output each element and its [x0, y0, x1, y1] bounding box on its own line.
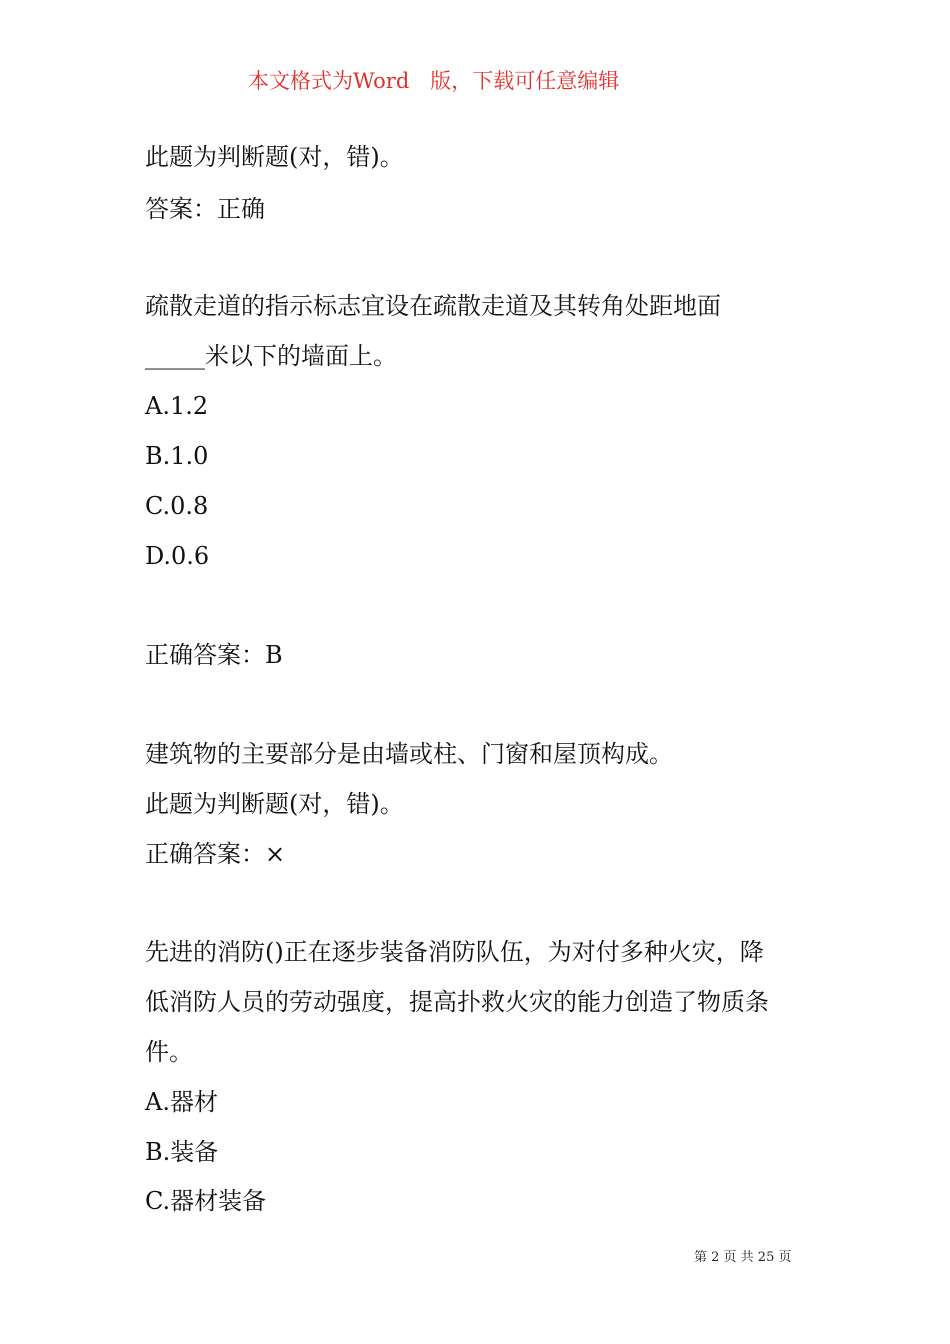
option-b: B.装备 — [145, 1138, 219, 1166]
question-text-line: 件。 — [145, 1038, 193, 1066]
question-text-line: 先进的消防()正在逐步装备消防队伍，为对付多种火灾，降 — [145, 938, 764, 966]
option-c: C.0.8 — [145, 492, 209, 520]
question-text-line: _____米以下的墙面上。 — [145, 342, 397, 370]
option-a: A.1.2 — [145, 392, 209, 420]
page-header-notice: 本文格式为Word 版，下载可任意编辑 — [248, 69, 620, 93]
correct-answer-line: 正确答案：B — [145, 641, 283, 669]
option-c: C.器材装备 — [145, 1187, 267, 1215]
option-b: B.1.0 — [145, 442, 209, 470]
question-type-line: 此题为判断题(对，错)。 — [145, 143, 404, 171]
question-type-line: 此题为判断题(对，错)。 — [145, 790, 404, 818]
option-d: D.0.6 — [145, 542, 210, 570]
page-number-footer: 第 2 页 共 25 页 — [694, 1250, 792, 1265]
option-a: A.器材 — [145, 1088, 218, 1116]
question-text-line: 建筑物的主要部分是由墙或柱、门窗和屋顶构成。 — [145, 740, 673, 768]
correct-answer-line: 正确答案：× — [145, 840, 286, 868]
question-text-line: 疏散走道的指示标志宜设在疏散走道及其转角处距地面 — [145, 292, 721, 320]
question-text-line: 低消防人员的劳动强度，提高扑救火灾的能力创造了物质条 — [145, 988, 769, 1016]
answer-line: 答案：正确 — [145, 195, 265, 223]
